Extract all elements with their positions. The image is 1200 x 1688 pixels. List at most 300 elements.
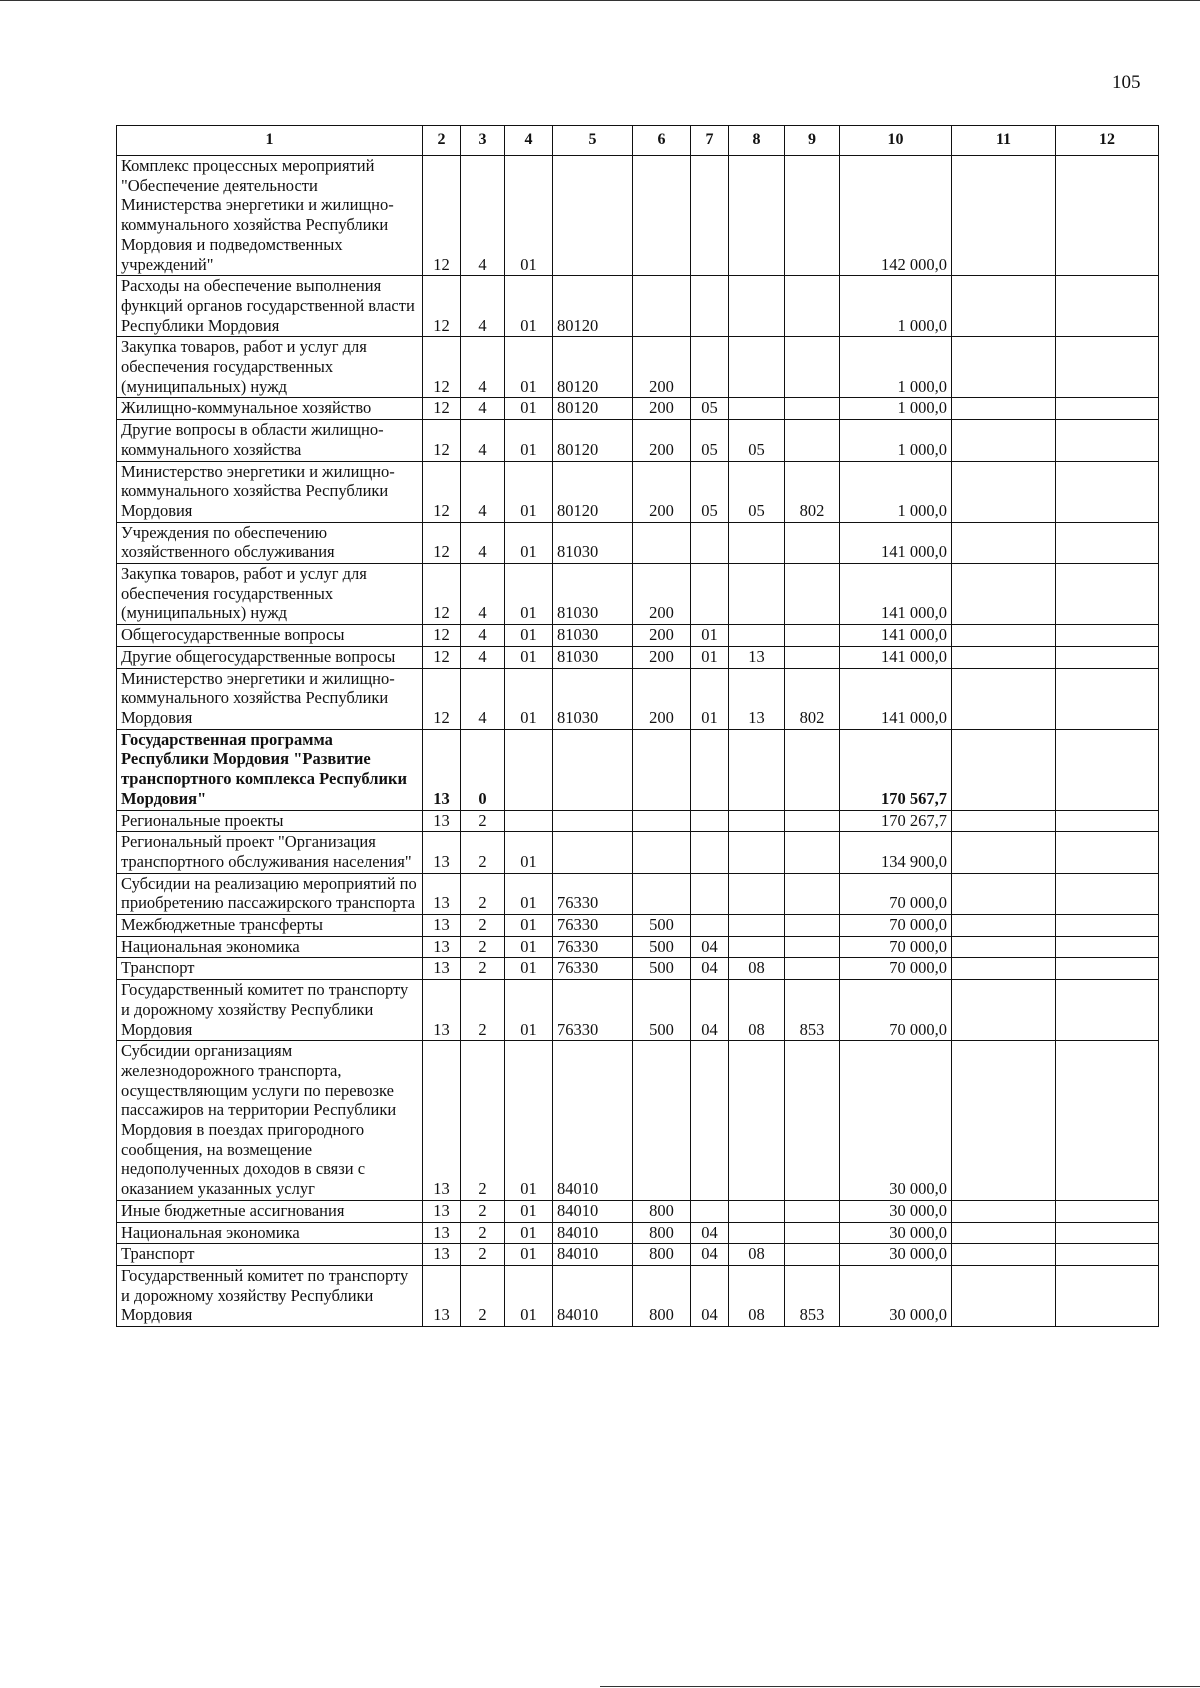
table-row (117, 832, 1159, 873)
code-5: 81030 (553, 646, 633, 668)
code-3: 4 (461, 420, 505, 461)
code-7 (691, 564, 729, 625)
code-7 (691, 1041, 729, 1201)
code-2: 13 (423, 873, 461, 914)
col-11-cell (952, 337, 1056, 398)
code-2: 12 (423, 522, 461, 563)
amount: 70 000,0 (840, 936, 952, 958)
code-8: 08 (729, 1244, 785, 1266)
code-4: 01 (505, 832, 553, 873)
code-2: 13 (423, 915, 461, 937)
code-2: 12 (423, 398, 461, 420)
table-row (117, 276, 1159, 337)
code-4: 01 (505, 1200, 553, 1222)
amount: 30 000,0 (840, 1265, 952, 1326)
code-6: 200 (633, 420, 691, 461)
table-row (117, 625, 1159, 647)
code-6 (633, 1041, 691, 1201)
row-name: Другие общегосударственные вопросы (117, 646, 423, 668)
col-11-cell (952, 522, 1056, 563)
code-9 (785, 873, 840, 914)
row-name: Министерство энергетики и жилищно-коммунального хозяйства Республики Мордовия (117, 461, 423, 522)
code-2: 13 (423, 980, 461, 1041)
table-row (117, 810, 1159, 832)
row-name: Национальная экономика (117, 936, 423, 958)
col-12-cell (1056, 810, 1159, 832)
code-3: 2 (461, 810, 505, 832)
col-header-1: 1 (117, 126, 423, 156)
code-5: 84010 (553, 1222, 633, 1244)
amount: 141 000,0 (840, 646, 952, 668)
table-row (117, 522, 1159, 563)
amount: 142 000,0 (840, 156, 952, 276)
amount: 1 000,0 (840, 276, 952, 337)
code-9 (785, 915, 840, 937)
code-8 (729, 1041, 785, 1201)
row-name: Государственный комитет по транспорту и дорожному хозяйству Республики Мордовия (117, 980, 423, 1041)
table-row (117, 337, 1159, 398)
code-5: 80120 (553, 461, 633, 522)
code-4 (505, 810, 553, 832)
col-11-cell (952, 958, 1056, 980)
amount: 30 000,0 (840, 1244, 952, 1266)
code-3: 4 (461, 276, 505, 337)
col-11-cell (952, 980, 1056, 1041)
code-8 (729, 337, 785, 398)
code-3: 2 (461, 1200, 505, 1222)
scan-top-edge (0, 0, 1200, 1)
col-header-12: 12 (1056, 126, 1159, 156)
col-12-cell (1056, 564, 1159, 625)
code-6: 200 (633, 625, 691, 647)
col-header-7: 7 (691, 126, 729, 156)
amount: 70 000,0 (840, 873, 952, 914)
code-2: 12 (423, 564, 461, 625)
amount: 1 000,0 (840, 398, 952, 420)
table-row (117, 1200, 1159, 1222)
code-5 (553, 156, 633, 276)
col-12-cell (1056, 1265, 1159, 1326)
table-row (117, 461, 1159, 522)
code-8 (729, 810, 785, 832)
amount: 134 900,0 (840, 832, 952, 873)
row-name: Государственный комитет по транспорту и дорожному хозяйству Республики Мордовия (117, 1265, 423, 1326)
code-7 (691, 276, 729, 337)
amount: 70 000,0 (840, 915, 952, 937)
code-5: 80120 (553, 420, 633, 461)
code-4: 01 (505, 398, 553, 420)
code-4: 01 (505, 1041, 553, 1201)
col-12-cell (1056, 915, 1159, 937)
code-2: 12 (423, 420, 461, 461)
code-8 (729, 625, 785, 647)
col-11-cell (952, 1244, 1056, 1266)
code-6: 200 (633, 337, 691, 398)
code-9 (785, 1244, 840, 1266)
code-8 (729, 156, 785, 276)
code-2: 13 (423, 1041, 461, 1201)
code-9 (785, 564, 840, 625)
code-4: 01 (505, 915, 553, 937)
code-3: 4 (461, 564, 505, 625)
code-2: 13 (423, 1244, 461, 1266)
row-name: Региональные проекты (117, 810, 423, 832)
code-5: 80120 (553, 337, 633, 398)
table-row (117, 564, 1159, 625)
table-row (117, 420, 1159, 461)
col-header-8: 8 (729, 126, 785, 156)
code-6 (633, 810, 691, 832)
col-12-cell (1056, 420, 1159, 461)
code-4: 01 (505, 873, 553, 914)
code-3: 4 (461, 625, 505, 647)
col-12-cell (1056, 156, 1159, 276)
code-2: 13 (423, 1222, 461, 1244)
code-3: 2 (461, 1265, 505, 1326)
code-4: 01 (505, 958, 553, 980)
code-7 (691, 337, 729, 398)
code-4: 01 (505, 564, 553, 625)
table-row (117, 646, 1159, 668)
code-4: 01 (505, 1265, 553, 1326)
code-9 (785, 522, 840, 563)
amount: 141 000,0 (840, 564, 952, 625)
col-11-cell (952, 915, 1056, 937)
code-9 (785, 958, 840, 980)
code-7: 05 (691, 398, 729, 420)
col-11-cell (952, 276, 1056, 337)
col-11-cell (952, 1222, 1056, 1244)
col-12-cell (1056, 668, 1159, 729)
col-12-cell (1056, 1244, 1159, 1266)
code-8 (729, 936, 785, 958)
row-name: Закупка товаров, работ и услуг для обеспечения государственных (муниципальных) нужд (117, 337, 423, 398)
code-7: 04 (691, 936, 729, 958)
table-row (117, 958, 1159, 980)
col-11-cell (952, 461, 1056, 522)
code-5: 76330 (553, 915, 633, 937)
code-4: 01 (505, 936, 553, 958)
code-7: 05 (691, 461, 729, 522)
row-name: Субсидии организациям железнодорожного транспорта, осуществляющим услуги по перевозке пассажиров на территории Республики Мордовия в поездах пригородного сообщения, на возмещение недополученных доходов в связи с оказанием указанных услуг (117, 1041, 423, 1201)
col-11-cell (952, 625, 1056, 647)
col-11-cell (952, 420, 1056, 461)
code-3: 2 (461, 832, 505, 873)
code-9 (785, 420, 840, 461)
col-12-cell (1056, 398, 1159, 420)
code-5 (553, 810, 633, 832)
row-name: Расходы на обеспечение выполнения функций органов государственной власти Республики Мордовия (117, 276, 423, 337)
code-4: 01 (505, 420, 553, 461)
table-row (117, 1041, 1159, 1201)
row-name: Субсидии на реализацию мероприятий по приобретению пассажирского транспорта (117, 873, 423, 914)
code-4: 01 (505, 980, 553, 1041)
amount: 141 000,0 (840, 522, 952, 563)
col-11-cell (952, 873, 1056, 914)
code-5: 76330 (553, 873, 633, 914)
col-header-2: 2 (423, 126, 461, 156)
code-4: 01 (505, 522, 553, 563)
code-7 (691, 832, 729, 873)
amount: 141 000,0 (840, 625, 952, 647)
row-name: Учреждения по обеспечению хозяйственного обслуживания (117, 522, 423, 563)
code-3: 4 (461, 646, 505, 668)
col-header-5: 5 (553, 126, 633, 156)
row-name: Общегосударственные вопросы (117, 625, 423, 647)
code-6: 500 (633, 936, 691, 958)
amount: 1 000,0 (840, 420, 952, 461)
col-12-cell (1056, 873, 1159, 914)
col-12-cell (1056, 1200, 1159, 1222)
code-2: 12 (423, 156, 461, 276)
code-4: 01 (505, 668, 553, 729)
code-8 (729, 1200, 785, 1222)
code-3: 2 (461, 1222, 505, 1244)
code-8: 05 (729, 420, 785, 461)
code-5: 76330 (553, 936, 633, 958)
col-11-cell (952, 564, 1056, 625)
code-5: 76330 (553, 958, 633, 980)
amount: 30 000,0 (840, 1200, 952, 1222)
code-6: 200 (633, 646, 691, 668)
code-2: 13 (423, 1265, 461, 1326)
table-row (117, 915, 1159, 937)
code-9 (785, 832, 840, 873)
code-2: 12 (423, 646, 461, 668)
row-name: Региональный проект "Организация транспортного обслуживания населения" (117, 832, 423, 873)
code-6 (633, 873, 691, 914)
code-6: 200 (633, 461, 691, 522)
code-9 (785, 1200, 840, 1222)
code-9 (785, 276, 840, 337)
code-7: 01 (691, 646, 729, 668)
code-7 (691, 873, 729, 914)
code-2: 13 (423, 1200, 461, 1222)
code-4: 01 (505, 1222, 553, 1244)
code-3: 2 (461, 915, 505, 937)
code-9: 802 (785, 461, 840, 522)
code-2: 13 (423, 810, 461, 832)
amount: 170 567,7 (840, 729, 952, 810)
code-3: 4 (461, 461, 505, 522)
code-5: 81030 (553, 625, 633, 647)
col-11-cell (952, 668, 1056, 729)
code-5: 81030 (553, 522, 633, 563)
code-3: 4 (461, 337, 505, 398)
code-6: 200 (633, 398, 691, 420)
col-12-cell (1056, 625, 1159, 647)
code-5 (553, 832, 633, 873)
code-6: 800 (633, 1244, 691, 1266)
code-7 (691, 729, 729, 810)
code-8: 13 (729, 646, 785, 668)
col-header-10: 10 (840, 126, 952, 156)
code-8 (729, 522, 785, 563)
amount: 70 000,0 (840, 958, 952, 980)
col-12-cell (1056, 980, 1159, 1041)
code-6 (633, 729, 691, 810)
code-9 (785, 398, 840, 420)
code-4: 01 (505, 276, 553, 337)
col-12-cell (1056, 729, 1159, 810)
code-3: 2 (461, 936, 505, 958)
code-8: 08 (729, 1265, 785, 1326)
code-3: 2 (461, 873, 505, 914)
code-2: 12 (423, 668, 461, 729)
table-row (117, 398, 1159, 420)
code-4: 01 (505, 461, 553, 522)
code-5: 84010 (553, 1041, 633, 1201)
code-4: 01 (505, 156, 553, 276)
code-5: 80120 (553, 276, 633, 337)
code-7 (691, 1200, 729, 1222)
code-2: 13 (423, 832, 461, 873)
row-name: Жилищно-коммунальное хозяйство (117, 398, 423, 420)
code-7 (691, 810, 729, 832)
code-4: 01 (505, 337, 553, 398)
page-number: 105 (1112, 72, 1141, 93)
code-4: 01 (505, 646, 553, 668)
code-8 (729, 398, 785, 420)
row-name: Закупка товаров, работ и услуг для обеспечения государственных (муниципальных) нужд (117, 564, 423, 625)
code-6 (633, 522, 691, 563)
col-12-cell (1056, 461, 1159, 522)
code-9: 853 (785, 1265, 840, 1326)
code-6 (633, 276, 691, 337)
code-8 (729, 729, 785, 810)
code-3: 2 (461, 1244, 505, 1266)
code-5: 84010 (553, 1265, 633, 1326)
col-11-cell (952, 810, 1056, 832)
col-12-cell (1056, 522, 1159, 563)
col-header-6: 6 (633, 126, 691, 156)
code-7: 04 (691, 1244, 729, 1266)
code-2: 13 (423, 958, 461, 980)
code-3: 2 (461, 1041, 505, 1201)
table-row (117, 936, 1159, 958)
col-12-cell (1056, 958, 1159, 980)
table-row (117, 668, 1159, 729)
row-name: Комплекс процессных мероприятий "Обеспечение деятельности Министерства энергетики и жилищно-коммунального хозяйства Республики Мордовия и подведомственных учреждений" (117, 156, 423, 276)
col-12-cell (1056, 646, 1159, 668)
code-8 (729, 564, 785, 625)
code-5: 81030 (553, 668, 633, 729)
amount: 30 000,0 (840, 1041, 952, 1201)
code-5: 80120 (553, 398, 633, 420)
code-9 (785, 1041, 840, 1201)
code-6: 800 (633, 1265, 691, 1326)
code-6 (633, 156, 691, 276)
code-7: 05 (691, 420, 729, 461)
code-5: 84010 (553, 1200, 633, 1222)
row-name: Государственная программа Республики Мордовия "Развитие транспортного комплекса Республики Мордовия" (117, 729, 423, 810)
table-row (117, 1265, 1159, 1326)
code-7: 04 (691, 980, 729, 1041)
code-4: 01 (505, 1244, 553, 1266)
code-7: 01 (691, 668, 729, 729)
code-6: 500 (633, 980, 691, 1041)
code-2: 12 (423, 337, 461, 398)
code-5: 84010 (553, 1244, 633, 1266)
code-5 (553, 729, 633, 810)
table-row (117, 156, 1159, 276)
amount: 70 000,0 (840, 980, 952, 1041)
budget-table (116, 125, 1159, 1327)
row-name: Национальная экономика (117, 1222, 423, 1244)
code-5: 76330 (553, 980, 633, 1041)
col-11-cell (952, 646, 1056, 668)
header-row (117, 126, 1159, 156)
col-header-3: 3 (461, 126, 505, 156)
col-11-cell (952, 1265, 1056, 1326)
code-8 (729, 832, 785, 873)
col-header-11: 11 (952, 126, 1056, 156)
code-9 (785, 936, 840, 958)
code-9 (785, 625, 840, 647)
code-9: 802 (785, 668, 840, 729)
amount: 30 000,0 (840, 1222, 952, 1244)
amount: 141 000,0 (840, 668, 952, 729)
row-name: Транспорт (117, 958, 423, 980)
code-2: 12 (423, 625, 461, 647)
code-8 (729, 276, 785, 337)
col-11-cell (952, 729, 1056, 810)
code-4: 01 (505, 625, 553, 647)
code-7 (691, 156, 729, 276)
code-6: 200 (633, 564, 691, 625)
col-12-cell (1056, 276, 1159, 337)
code-8 (729, 915, 785, 937)
col-12-cell (1056, 832, 1159, 873)
code-7: 01 (691, 625, 729, 647)
code-7: 04 (691, 958, 729, 980)
row-name: Министерство энергетики и жилищно-коммунального хозяйства Республики Мордовия (117, 668, 423, 729)
code-3: 4 (461, 398, 505, 420)
col-11-cell (952, 936, 1056, 958)
code-9 (785, 156, 840, 276)
code-6 (633, 832, 691, 873)
col-11-cell (952, 832, 1056, 873)
code-7 (691, 915, 729, 937)
table-body (117, 156, 1159, 1327)
code-9 (785, 646, 840, 668)
col-11-cell (952, 398, 1056, 420)
scan-bottom-edge (600, 1686, 1200, 1687)
col-12-cell (1056, 1041, 1159, 1201)
code-8 (729, 1222, 785, 1244)
code-8: 08 (729, 980, 785, 1041)
col-12-cell (1056, 936, 1159, 958)
code-4 (505, 729, 553, 810)
code-3: 0 (461, 729, 505, 810)
code-6: 200 (633, 668, 691, 729)
table-row (117, 1222, 1159, 1244)
code-3: 4 (461, 156, 505, 276)
row-name: Межбюджетные трансферты (117, 915, 423, 937)
table-row (117, 1244, 1159, 1266)
code-9 (785, 729, 840, 810)
amount: 170 267,7 (840, 810, 952, 832)
code-8: 05 (729, 461, 785, 522)
col-header-4: 4 (505, 126, 553, 156)
code-7: 04 (691, 1265, 729, 1326)
col-11-cell (952, 156, 1056, 276)
code-6: 500 (633, 958, 691, 980)
code-9 (785, 1222, 840, 1244)
col-12-cell (1056, 1222, 1159, 1244)
code-2: 13 (423, 936, 461, 958)
code-8: 08 (729, 958, 785, 980)
